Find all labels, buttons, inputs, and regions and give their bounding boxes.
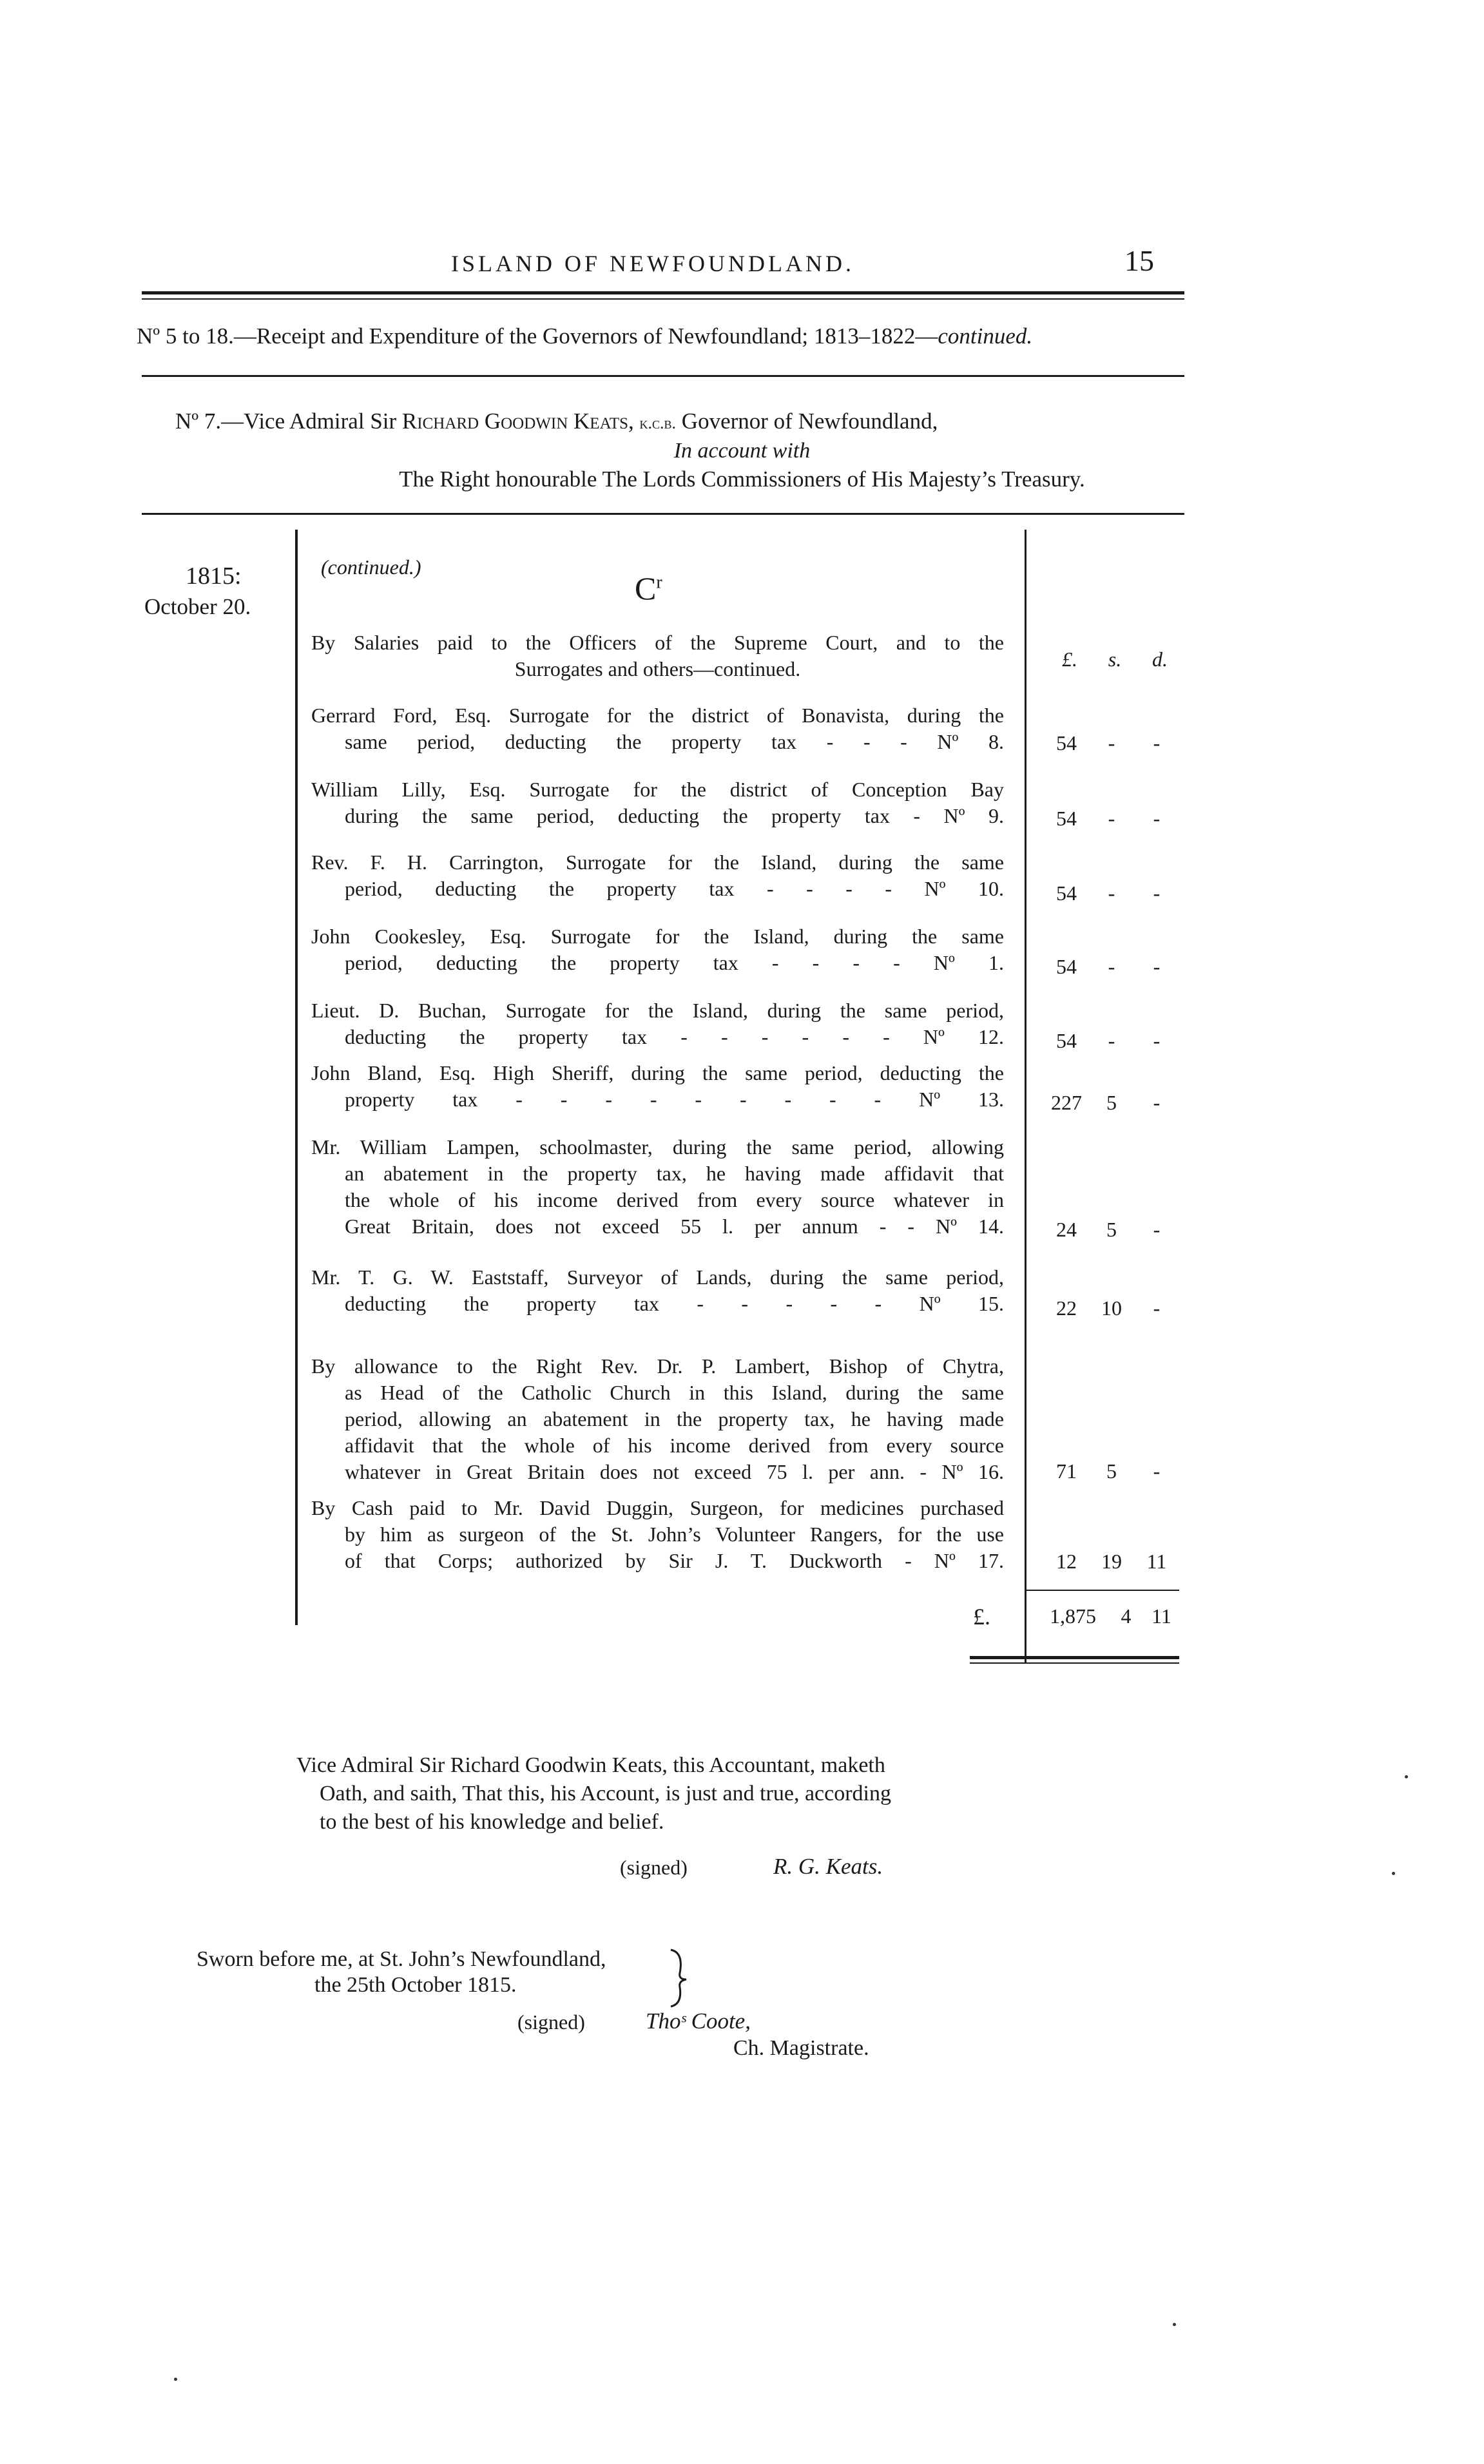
entry-line: whatever in Great Britain does not exceed 75 l. per ann. - Nº 16. [345, 1460, 1004, 1483]
entry-line: of that Corps; authorized by Sir J. T. Duckworth - Nº 17. [345, 1549, 1004, 1572]
speck [1392, 1872, 1395, 1875]
speck [1173, 2323, 1176, 2326]
entry-line: period, deducting the property tax - - - - Nº 1. [345, 951, 1004, 974]
amount-pence: - [1153, 807, 1161, 830]
amount-pounds: 71 [1056, 1459, 1077, 1483]
entry-line: Mr. William Lampen, schoolmaster, during the same period, allowing [311, 1135, 1004, 1159]
entry-amount [1044, 1459, 1179, 1483]
governor-name: Richard Goodwin Keats, [401, 409, 634, 434]
oath-line: Oath, and saith, That this, his Account, is just and true, according [320, 1782, 891, 1805]
amount-pounds: 227 [1051, 1091, 1082, 1114]
amount-pence: - [1153, 1029, 1161, 1052]
amount-column-rule [1025, 530, 1026, 1664]
continued-label: (continued.) [321, 555, 421, 579]
sworn-line-1: Sworn before me, at St. John’s Newfoundland, [197, 1947, 606, 1971]
governor-office: Governor of Newfoundland, [681, 409, 938, 434]
total-rule-thin [970, 1662, 1179, 1664]
oath-paragraph [296, 1751, 1005, 1836]
shillings-header: s. [1108, 648, 1122, 671]
entry-line: deducting the property tax - - - - - Nº 15. [345, 1292, 1004, 1315]
entry-line: during the same period, deducting the property tax - Nº 9. [345, 804, 1004, 827]
amount-pence: - [1153, 881, 1161, 905]
in-account-with: In account with [673, 439, 811, 463]
account-prefix: —Vice Admiral Sir [221, 409, 402, 434]
entry-line: Lieut. D. Buchan, Surrogate for the Island, during the same period, [311, 999, 1004, 1022]
brace-icon [667, 1947, 693, 2008]
amount-shillings: 5 [1106, 1091, 1117, 1114]
pence-header: d. [1152, 648, 1168, 671]
entry-amount [1044, 1218, 1179, 1242]
credit-side-label [635, 570, 662, 607]
entry-line: deducting the property tax - - - - - - Nº 12. [345, 1025, 1004, 1048]
total-amount [1037, 1604, 1179, 1628]
entry-line: period, allowing an abatement in the property tax, he having made [345, 1407, 1004, 1430]
amount-pounds: 24 [1056, 1218, 1077, 1241]
sworn-line-2: the 25th October 1815. [314, 1973, 517, 1997]
ledger-entry [311, 1495, 1004, 1574]
entry-amount [1044, 881, 1179, 905]
entry-line: an abatement in the property tax, he having made affidavit that [345, 1162, 1004, 1185]
oath-line: Vice Admiral Sir Richard Goodwin Keats, this Accountant, maketh [296, 1753, 885, 1777]
series-title-text: Nº 5 to 18.—Receipt and Expenditure of the Governors of Newfoundland; 1813–1822— [137, 323, 938, 349]
speck [1405, 1775, 1408, 1778]
total-pence: 11 [1152, 1604, 1171, 1628]
amount-pounds: 54 [1056, 955, 1077, 978]
series-continued: continued. [938, 323, 1033, 349]
pounds-header: £. [1062, 648, 1077, 671]
amount-pounds: 54 [1056, 807, 1077, 830]
total-pounds: 1,875 [1050, 1604, 1096, 1628]
account-heading [175, 409, 938, 434]
oath-signature: R. G. Keats. [773, 1854, 883, 1879]
ledger-year: 1815: [186, 563, 242, 590]
page-number: 15 [1124, 244, 1154, 277]
counterparty: The Right honourable The Lords Commissioners of His Majesty’s Treasury. [399, 467, 1085, 492]
entry-line: Rev. F. H. Carrington, Surrogate for the Island, during the same [311, 851, 1004, 874]
ledger-intro [311, 630, 1004, 682]
amount-pounds: 12 [1056, 1550, 1077, 1573]
entry-line: Gerrard Ford, Esq. Surrogate for the district of Bonavista, during the [311, 704, 1004, 727]
amount-shillings: 19 [1101, 1550, 1122, 1573]
amount-pounds: 54 [1056, 1029, 1077, 1052]
oath-line: to the best of his knowledge and belief. [320, 1810, 664, 1834]
governor-honours: k.c.b. [639, 414, 677, 432]
entry-line: affidavit that the whole of his income derived from every source [345, 1434, 1004, 1457]
amount-pence: - [1153, 731, 1161, 755]
amount-shillings: - [1108, 881, 1115, 905]
total-shillings: 4 [1121, 1604, 1132, 1628]
entry-line: as Head of the Catholic Church in this Island, during the same [345, 1381, 1004, 1404]
entry-line: same period, deducting the property tax - - - Nº 8. [345, 730, 1004, 753]
entry-line: by him as surgeon of the St. John’s Volunteer Rangers, for the use [345, 1523, 1004, 1546]
amount-pence: - [1153, 1091, 1161, 1114]
ledger-entry [311, 923, 1004, 976]
amount-pence: - [1153, 1218, 1161, 1241]
entry-line: property tax - - - - - - - - - Nº 13. [345, 1088, 1004, 1111]
ledger-entry [311, 1134, 1004, 1240]
amount-shillings: 5 [1106, 1218, 1117, 1241]
entry-line: By Cash paid to Mr. David Duggin, Surgeon, for medicines purchased [311, 1496, 1004, 1519]
entry-amount [1044, 955, 1179, 979]
running-title: ISLAND OF NEWFOUNDLAND. [451, 251, 854, 276]
credit-side-sup: r [656, 572, 662, 593]
entry-line: John Bland, Esq. High Sheriff, during the same period, deducting the [311, 1061, 1004, 1084]
ledger-entry [311, 1353, 1004, 1485]
intro-line: By Salaries paid to the Officers of the Supreme Court, and to the [311, 631, 1004, 654]
amount-pence: - [1153, 955, 1161, 978]
entry-amount [1044, 731, 1179, 755]
speck [174, 2378, 177, 2381]
entry-amount [1044, 807, 1179, 831]
credit-side-letter: C [635, 570, 657, 606]
ledger-entry [311, 849, 1004, 902]
ledger-entry [311, 776, 1004, 829]
amount-shillings: - [1108, 1029, 1115, 1052]
amount-pounds: 22 [1056, 1296, 1077, 1320]
date-column-rule [295, 530, 298, 1625]
series-title [137, 323, 1032, 349]
entry-line: By allowance to the Right Rev. Dr. P. Lambert, Bishop of Chytra, [311, 1354, 1004, 1378]
ledger-entry [311, 702, 1004, 755]
amount-shillings: 5 [1106, 1459, 1117, 1483]
entry-line: Mr. T. G. W. Eaststaff, Surveyor of Lands, during the same period, [311, 1266, 1004, 1289]
currency-headers [1047, 648, 1182, 671]
entry-line: period, deducting the property tax - - - - Nº 10. [345, 877, 1004, 900]
magistrate-title: Ch. Magistrate. [733, 2036, 869, 2060]
ledger-entry [311, 1060, 1004, 1113]
sworn-signature: Thoˢ Coote, [646, 2008, 751, 2034]
amount-pence: 11 [1146, 1550, 1167, 1573]
ledger-entry [311, 997, 1004, 1050]
oath-signed-label: (signed) [620, 1856, 688, 1879]
series-rule [142, 375, 1184, 377]
sworn-signed-label: (signed) [517, 2010, 585, 2034]
header-rule-thin [142, 298, 1184, 300]
total-top-rule [1025, 1590, 1179, 1591]
amount-shillings: - [1108, 955, 1115, 978]
entry-line: John Cookesley, Esq. Surrogate for the Island, during the same [311, 925, 1004, 948]
amount-pounds: 54 [1056, 881, 1077, 905]
entry-line: William Lilly, Esq. Surrogate for the district of Conception Bay [311, 778, 1004, 801]
amount-shillings: - [1108, 731, 1115, 755]
entry-amount [1044, 1550, 1179, 1574]
amount-pounds: 54 [1056, 731, 1077, 755]
intro-line: Surrogates and others—continued. [514, 657, 801, 680]
entry-amount [1044, 1296, 1179, 1320]
entry-line: the whole of his income derived from every source whatever in [345, 1188, 1004, 1211]
amount-shillings: 10 [1101, 1296, 1122, 1320]
amount-pence: - [1153, 1459, 1161, 1483]
account-number: Nº 7. [175, 409, 222, 434]
entry-amount [1044, 1091, 1179, 1115]
heading-rule [142, 513, 1184, 515]
amount-pence: - [1153, 1296, 1161, 1320]
ledger-date: October 20. [144, 594, 251, 619]
ledger-entry [311, 1264, 1004, 1317]
entry-line: Great Britain, does not exceed 55 l. per annum - - Nº 14. [345, 1215, 1004, 1238]
total-currency-label: £. [973, 1604, 990, 1630]
header-rule-thick [142, 291, 1184, 294]
amount-shillings: - [1108, 807, 1115, 830]
entry-amount [1044, 1029, 1179, 1053]
total-rule-thick [970, 1656, 1179, 1659]
